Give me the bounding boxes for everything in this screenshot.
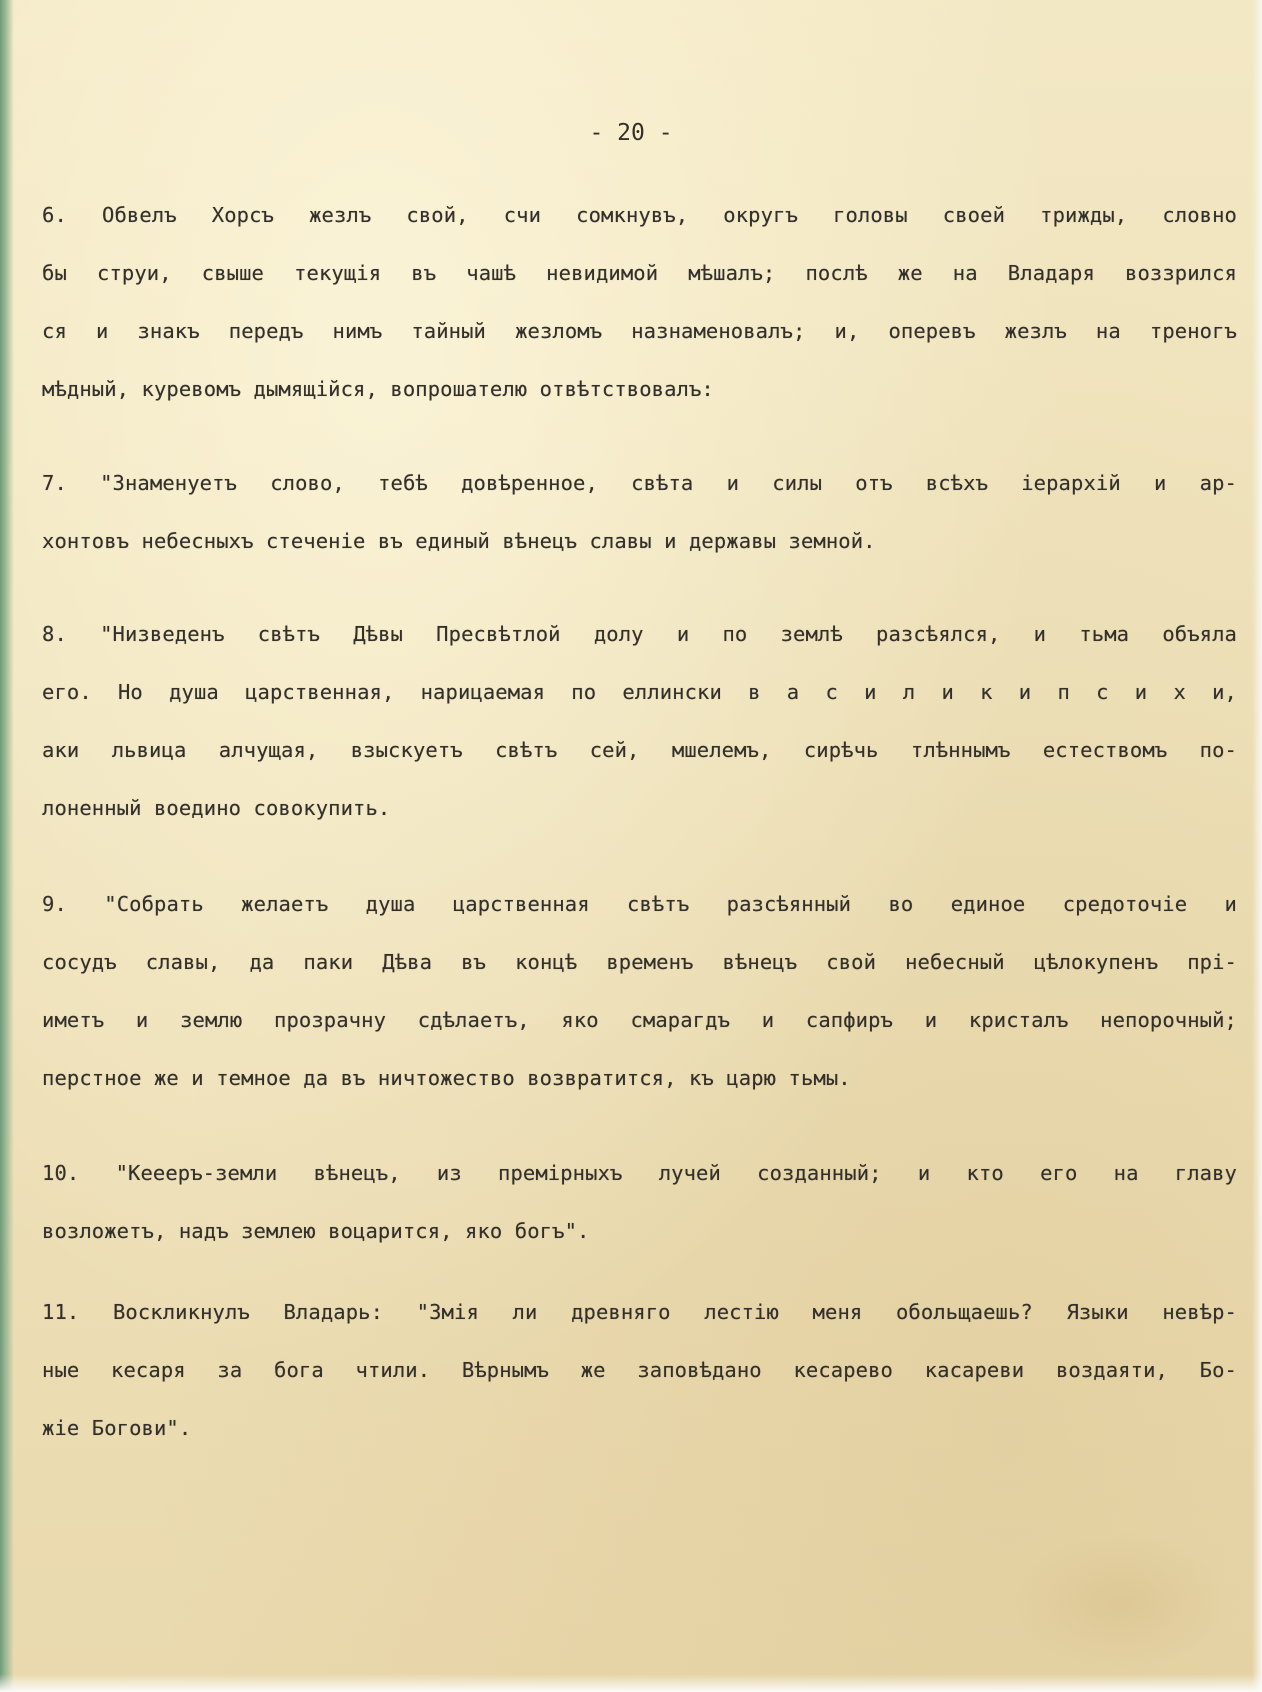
text-line: перстное же и темное да въ ничтожество возвратится, къ царю тьмы. xyxy=(42,1066,851,1090)
text-line: ся и знакъ передъ нимъ тайный жезломъ назнаменовалъ; и, оперевъ жезлъ на треногъ xyxy=(42,319,1237,343)
text-line: 9. "Собрать желаетъ душа царственная свѣтъ разсѣянный во единое средоточіе и xyxy=(42,892,1237,916)
text-line: аки львица алчущая, взыскуетъ свѣтъ сей, мшелемъ, сирѣчь тлѣннымъ естествомъ по- xyxy=(42,738,1237,762)
text-line: 10. "Кеееръ-земли вѣнецъ, из премірныхъ лучей созданный; и кто его на главу xyxy=(42,1161,1237,1185)
text-line: 7. "Знаменуетъ слово, тебѣ довѣренное, свѣта и силы отъ всѣхъ іерархій и ар- xyxy=(42,471,1237,495)
text-line: иметъ и землю прозрачну сдѣлаетъ, яко смарагдъ и сапфиръ и кристалъ непорочный; xyxy=(42,1008,1237,1032)
text-line: сосудъ славы, да паки Дѣва въ концѣ временъ вѣнецъ свой небесный цѣлокупенъ прі- xyxy=(42,950,1237,974)
paper-stain xyxy=(1012,1532,1232,1672)
text-line: мѣдный, куревомъ дымящійся, вопрошателю отвѣтствовалъ: xyxy=(42,377,714,401)
paper-left-edge xyxy=(0,0,14,1692)
text-line: 11. Воскликнулъ Владарь: "Змія ли древняго лестію меня обольщаешь? Языки невѣр- xyxy=(42,1300,1237,1324)
text-line: ные кесаря за бога чтили. Вѣрнымъ же заповѣдано кесарево касареви воздаяти, Бо- xyxy=(42,1358,1237,1382)
paper-watermark xyxy=(557,39,610,193)
text-line: 8. "Низведенъ свѣтъ Дѣвы Пресвѣтлой долу и по землѣ разсѣялся, и тьма объяла xyxy=(42,622,1237,646)
paragraph-8 xyxy=(42,605,1237,837)
paragraph-7 xyxy=(42,454,1237,570)
paragraph-10 xyxy=(42,1144,1237,1260)
paper-right-edge xyxy=(1252,0,1262,1692)
paragraph-9 xyxy=(42,875,1237,1107)
paper-bottom-edge xyxy=(0,1674,1262,1692)
page-number: - 20 - xyxy=(589,120,673,146)
text-line: хонтовъ небесныхъ стеченіе въ единый вѣнецъ славы и державы земной. xyxy=(42,529,876,553)
text-line: 6. Обвелъ Хорсъ жезлъ свой, счи сомкнувъ, округъ головы своей трижды, словно xyxy=(42,203,1237,227)
text-line: бы струи, свыше текущія въ чашѣ невидимой мѣшалъ; послѣ же на Владаря воззрился xyxy=(42,261,1237,285)
text-line: лоненный воедино совокупить. xyxy=(42,796,391,820)
text-line: его. Но душа царственная, нарицаемая по еллински в а с и л и к и п с и х и, xyxy=(42,680,1237,704)
text-line: жіе Богови". xyxy=(42,1416,192,1440)
paragraph-6 xyxy=(42,186,1237,418)
text-line: возложетъ, надъ землею воцарится, яко богъ". xyxy=(42,1219,590,1243)
paragraph-11 xyxy=(42,1283,1237,1457)
